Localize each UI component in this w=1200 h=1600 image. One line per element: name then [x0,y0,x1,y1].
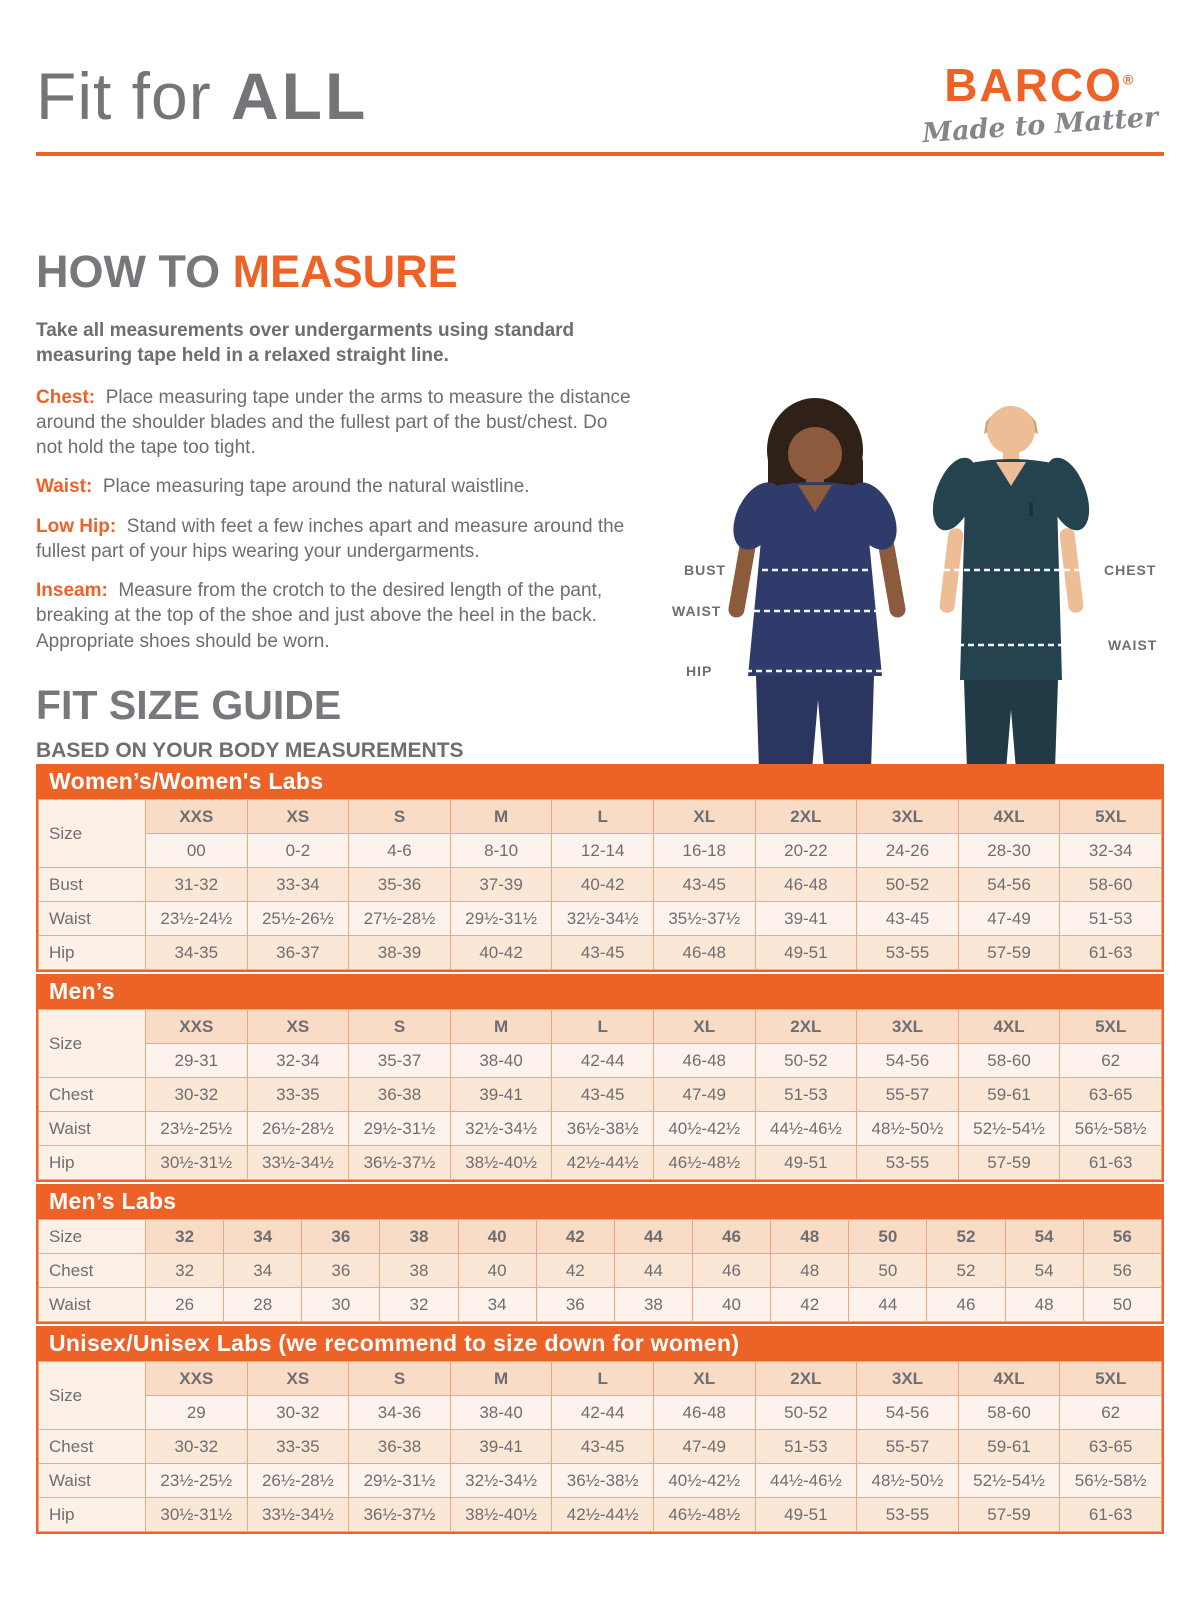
size-value-cell: 32 [380,1288,458,1322]
size-number-cell: 46-48 [653,1396,755,1430]
size-value-cell: 43-45 [552,1078,654,1112]
size-name-cell: 40 [458,1220,536,1254]
size-value-cell: 63-65 [1060,1430,1162,1464]
how-to-measure-heading [36,246,631,298]
size-name-cell: XS [247,800,349,834]
size-table [38,1219,1162,1322]
measure-item-label: Waist: [36,476,93,498]
table-row [39,868,1162,902]
size-value-cell: 30½-31½ [146,1498,248,1532]
size-value-cell: 31-32 [146,868,248,902]
size-value-cell: 47-49 [653,1430,755,1464]
size-value-cell: 52½-54½ [958,1464,1060,1498]
size-value-cell: 36-38 [349,1078,451,1112]
size-name-cell: 2XL [755,1362,857,1396]
size-value-cell: 38½-40½ [450,1146,552,1180]
size-value-cell: 48½-50½ [857,1112,959,1146]
measure-label-cell: Chest [39,1078,146,1112]
table-row [39,1146,1162,1180]
size-value-cell: 42 [536,1254,614,1288]
size-value-cell: 49-51 [755,1146,857,1180]
size-value-cell: 46-48 [653,936,755,970]
size-name-cell: M [450,1010,552,1044]
measure-item-waist [36,474,631,499]
table-banner: Women’s/Women's Labs [38,764,1162,799]
size-value-cell: 55-57 [857,1078,959,1112]
size-number-cell: 29 [146,1396,248,1430]
size-value-cell: 34 [458,1288,536,1322]
size-value-cell: 33-35 [247,1078,349,1112]
measure-label-cell: Chest [39,1430,146,1464]
size-number-cell: 38-40 [450,1044,552,1078]
size-value-cell: 30-32 [146,1078,248,1112]
size-value-cell: 53-55 [857,936,959,970]
size-number-cell: 8-10 [450,834,552,868]
size-number-cell: 00 [146,834,248,868]
size-value-cell: 51-53 [755,1078,857,1112]
size-name-cell: 36 [302,1220,380,1254]
measure-item-text: Place measuring tape around the natural waistline. [102,476,530,498]
size-value-cell: 37-39 [450,868,552,902]
size-value-cell: 51-53 [1060,902,1162,936]
size-label-cell: Size [39,1220,146,1254]
size-name-cell: XL [653,1362,755,1396]
size-number-cell: 0-2 [247,834,349,868]
size-number-cell: 58-60 [958,1044,1060,1078]
size-value-cell: 57-59 [958,936,1060,970]
registered-mark: ® [1122,71,1136,88]
table-row [39,1078,1162,1112]
heading-orange-part: MEASURE [232,246,458,297]
size-value-cell: 25½-26½ [247,902,349,936]
size-value-cell: 50-52 [857,868,959,902]
size-number-cell: 20-22 [755,834,857,868]
size-value-cell: 30½-31½ [146,1146,248,1180]
size-value-cell: 30 [302,1288,380,1322]
bust-label: BUST [684,562,727,578]
size-name-cell: XS [247,1010,349,1044]
chest-label: CHEST [1104,562,1157,578]
table-row [39,1010,1162,1044]
size-name-cell: 42 [536,1220,614,1254]
size-value-cell: 34-35 [146,936,248,970]
size-number-cell: 58-60 [958,1396,1060,1430]
size-number-cell: 32-34 [1060,834,1162,868]
table-banner: Unisex/Unisex Labs (we recommend to size down for women) [38,1326,1162,1361]
size-value-cell: 56½-58½ [1060,1464,1162,1498]
size-table [38,799,1162,970]
size-value-cell: 43-45 [552,936,654,970]
size-name-cell: S [349,1362,451,1396]
size-number-cell: 54-56 [857,1044,959,1078]
brand-logo [920,59,1159,150]
size-number-cell: 16-18 [653,834,755,868]
size-value-cell: 29½-31½ [349,1464,451,1498]
table-row [39,1396,1162,1430]
size-table [38,1009,1162,1180]
size-label-cell: Size [39,1362,146,1430]
size-value-cell: 48 [771,1254,849,1288]
table-banner: Men’s Labs [38,1184,1162,1219]
size-number-cell: 4-6 [349,834,451,868]
size-value-cell: 26½-28½ [247,1464,349,1498]
table-row [39,1220,1162,1254]
size-number-cell: 62 [1060,1044,1162,1078]
size-value-cell: 36½-38½ [552,1464,654,1498]
table-row [39,1430,1162,1464]
fit-size-guide-subheading: BASED ON YOUR BODY MEASUREMENTS [36,739,464,762]
size-number-cell: 50-52 [755,1044,857,1078]
size-value-cell: 35-36 [349,868,451,902]
size-name-cell: 4XL [958,1362,1060,1396]
size-label-cell: Size [39,1010,146,1078]
size-name-cell: S [349,1010,451,1044]
size-value-cell: 53-55 [857,1146,959,1180]
table-row [39,834,1162,868]
size-name-cell: M [450,1362,552,1396]
table-row [39,1112,1162,1146]
size-value-cell: 61-63 [1060,1146,1162,1180]
size-name-cell: 48 [771,1220,849,1254]
table-row [39,936,1162,970]
size-value-cell: 44½-46½ [755,1464,857,1498]
measure-label-cell: Waist [39,1464,146,1498]
table-row [39,902,1162,936]
size-value-cell: 26 [146,1288,224,1322]
size-value-cell: 38 [380,1254,458,1288]
size-value-cell: 49-51 [755,936,857,970]
size-name-cell: 5XL [1060,800,1162,834]
size-value-cell: 53-55 [857,1498,959,1532]
size-name-cell: 38 [380,1220,458,1254]
size-value-cell: 39-41 [755,902,857,936]
size-name-cell: L [552,1010,654,1044]
size-value-cell: 23½-25½ [146,1112,248,1146]
measure-item-low-hip [36,514,631,565]
fit-size-guide-heading: FIT SIZE GUIDE [36,682,342,728]
size-table-section [36,974,1164,1182]
size-number-cell: 35-37 [349,1044,451,1078]
size-value-cell: 47-49 [958,902,1060,936]
size-value-cell: 54-56 [958,868,1060,902]
size-value-cell: 48 [1005,1288,1083,1322]
size-value-cell: 63-65 [1060,1078,1162,1112]
size-value-cell: 61-63 [1060,1498,1162,1532]
size-name-cell: 50 [849,1220,927,1254]
size-value-cell: 36-37 [247,936,349,970]
size-table-section [36,1184,1164,1324]
models-photo [648,378,1196,770]
measure-label-cell: Chest [39,1254,146,1288]
size-value-cell: 33-34 [247,868,349,902]
size-name-cell: 4XL [958,800,1060,834]
measure-item-label: Low Hip: [36,515,117,537]
size-label-cell: Size [39,800,146,868]
size-value-cell: 44 [614,1254,692,1288]
person-woman [723,398,906,770]
measure-item-label: Inseam: [36,580,108,602]
size-number-cell: 30-32 [247,1396,349,1430]
size-name-cell: 2XL [755,800,857,834]
size-value-cell: 43-45 [857,902,959,936]
waist-label-right: WAIST [1108,637,1158,653]
size-value-cell: 29½-31½ [349,1112,451,1146]
size-value-cell: 43-45 [653,868,755,902]
size-name-cell: XL [653,800,755,834]
size-name-cell: M [450,800,552,834]
size-name-cell: 3XL [857,1010,959,1044]
size-value-cell: 47-49 [653,1078,755,1112]
size-value-cell: 59-61 [958,1430,1060,1464]
size-value-cell: 32½-34½ [450,1464,552,1498]
size-name-cell: S [349,800,451,834]
size-tables [36,764,1164,1536]
size-value-cell: 40 [692,1288,770,1322]
size-value-cell: 46½-48½ [653,1498,755,1532]
size-value-cell: 52½-54½ [958,1112,1060,1146]
table-row [39,1044,1162,1078]
size-value-cell: 61-63 [1060,936,1162,970]
size-table-section [36,1326,1164,1534]
table-row [39,1254,1162,1288]
size-number-cell: 42-44 [552,1396,654,1430]
size-value-cell: 36-38 [349,1430,451,1464]
size-number-cell: 29-31 [146,1044,248,1078]
size-value-cell: 49-51 [755,1498,857,1532]
size-name-cell: 56 [1083,1220,1161,1254]
size-value-cell: 42½-44½ [552,1146,654,1180]
brand-wordmark: BARCO [944,59,1123,111]
size-number-cell: 54-56 [857,1396,959,1430]
measure-label-cell: Waist [39,1112,146,1146]
size-table-section [36,764,1164,972]
size-number-cell: 32-34 [247,1044,349,1078]
size-value-cell: 44½-46½ [755,1112,857,1146]
size-number-cell: 38-40 [450,1396,552,1430]
size-value-cell: 56 [1083,1254,1161,1288]
size-value-cell: 40-42 [450,936,552,970]
fit-size-guide-section [36,682,463,763]
table-row [39,1498,1162,1532]
measure-label-cell: Hip [39,936,146,970]
measure-item-inseam [36,578,631,654]
size-value-cell: 32½-34½ [552,902,654,936]
size-value-cell: 46 [692,1254,770,1288]
size-name-cell: 5XL [1060,1010,1162,1044]
size-value-cell: 30-32 [146,1430,248,1464]
title-bold: ALL [231,59,369,133]
size-value-cell: 32 [146,1254,224,1288]
size-value-cell: 55-57 [857,1430,959,1464]
measure-intro: Take all measurements over undergarments using standard measuring tape held in a relaxed straight line. [36,320,575,367]
size-value-cell: 36½-37½ [349,1146,451,1180]
size-value-cell: 59-61 [958,1078,1060,1112]
size-value-cell: 43-45 [552,1430,654,1464]
size-name-cell: 46 [692,1220,770,1254]
size-value-cell: 50 [849,1254,927,1288]
size-value-cell: 27½-28½ [349,902,451,936]
size-value-cell: 57-59 [958,1498,1060,1532]
size-name-cell: 3XL [857,800,959,834]
measure-item-text: Stand with feet a few inches apart and measure around the fullest part of your hips wearing your undergarments. [36,515,625,562]
measure-item-text: Place measuring tape under the arms to measure the distance around the shoulder blades and the fullest part of the bust/chest. Do not hold the tape too tight. [36,386,631,459]
size-value-cell: 36½-37½ [349,1498,451,1532]
table-row [39,1464,1162,1498]
size-value-cell: 32½-34½ [450,1112,552,1146]
size-value-cell: 26½-28½ [247,1112,349,1146]
size-value-cell: 46½-48½ [653,1146,755,1180]
size-value-cell: 23½-25½ [146,1464,248,1498]
size-value-cell: 39-41 [450,1430,552,1464]
size-value-cell: 44 [849,1288,927,1322]
person-man [924,406,1098,770]
size-name-cell: 44 [614,1220,692,1254]
size-number-cell: 24-26 [857,834,959,868]
size-value-cell: 36½-38½ [552,1112,654,1146]
size-value-cell: 54 [1005,1254,1083,1288]
size-value-cell: 28 [224,1288,302,1322]
size-name-cell: 5XL [1060,1362,1162,1396]
measure-label-cell: Waist [39,902,146,936]
size-value-cell: 40-42 [552,868,654,902]
measure-item-label: Chest: [36,386,96,408]
brand-name [922,59,1158,111]
divider [36,152,1164,156]
table-row [39,1288,1162,1322]
size-value-cell: 48½-50½ [857,1464,959,1498]
size-value-cell: 36 [536,1288,614,1322]
size-value-cell: 36 [302,1254,380,1288]
size-value-cell: 50 [1083,1288,1161,1322]
size-value-cell: 57-59 [958,1146,1060,1180]
table-row [39,800,1162,834]
size-value-cell: 33-35 [247,1430,349,1464]
size-name-cell: 3XL [857,1362,959,1396]
size-name-cell: 4XL [958,1010,1060,1044]
size-value-cell: 52 [927,1254,1005,1288]
size-name-cell: XXS [146,800,248,834]
size-value-cell: 42½-44½ [552,1498,654,1532]
size-value-cell: 58-60 [1060,868,1162,902]
size-value-cell: 33½-34½ [247,1146,349,1180]
size-value-cell: 39-41 [450,1078,552,1112]
size-name-cell: XXS [146,1010,248,1044]
brand-tagline: Made to Matter [920,101,1159,150]
title-light: Fit for [36,59,232,133]
size-name-cell: 32 [146,1220,224,1254]
size-value-cell: 29½-31½ [450,902,552,936]
size-name-cell: 52 [927,1220,1005,1254]
hip-label: HIP [686,663,713,679]
size-value-cell: 56½-58½ [1060,1112,1162,1146]
waist-label-left: WAIST [672,603,722,619]
size-value-cell: 46 [927,1288,1005,1322]
size-value-cell: 38½-40½ [450,1498,552,1532]
size-value-cell: 23½-24½ [146,902,248,936]
size-number-cell: 28-30 [958,834,1060,868]
measure-item-text: Measure from the crotch to the desired length of the pant, breaking at the top of the shoe and just above the heel in the back. Appropriate shoes should be worn. [36,580,603,652]
size-value-cell: 51-53 [755,1430,857,1464]
size-number-cell: 12-14 [552,834,654,868]
size-value-cell: 38-39 [349,936,451,970]
size-name-cell: L [552,1362,654,1396]
size-name-cell: 34 [224,1220,302,1254]
size-name-cell: L [552,800,654,834]
size-number-cell: 42-44 [552,1044,654,1078]
size-value-cell: 40 [458,1254,536,1288]
table-row [39,1362,1162,1396]
size-value-cell: 40½-42½ [653,1112,755,1146]
size-name-cell: 2XL [755,1010,857,1044]
table-banner: Men’s [38,974,1162,1009]
size-value-cell: 35½-37½ [653,902,755,936]
size-number-cell: 62 [1060,1396,1162,1430]
size-name-cell: 54 [1005,1220,1083,1254]
size-value-cell: 38 [614,1288,692,1322]
size-name-cell: XXS [146,1362,248,1396]
size-value-cell: 46-48 [755,868,857,902]
size-value-cell: 42 [771,1288,849,1322]
size-number-cell: 34-36 [349,1396,451,1430]
size-name-cell: XL [653,1010,755,1044]
measure-label-cell: Waist [39,1288,146,1322]
size-value-cell: 34 [224,1254,302,1288]
size-name-cell: XS [247,1362,349,1396]
measure-label-cell: Bust [39,868,146,902]
measure-label-cell: Hip [39,1498,146,1532]
size-value-cell: 40½-42½ [653,1464,755,1498]
page-title [36,58,368,134]
size-number-cell: 50-52 [755,1396,857,1430]
size-number-cell: 46-48 [653,1044,755,1078]
measure-label-cell: Hip [39,1146,146,1180]
size-table [38,1361,1162,1532]
size-value-cell: 33½-34½ [247,1498,349,1532]
measure-item-chest [36,385,631,461]
how-to-measure-section [36,246,631,668]
figure-illustration [648,378,1196,770]
heading-gray-part: HOW TO [36,246,221,297]
